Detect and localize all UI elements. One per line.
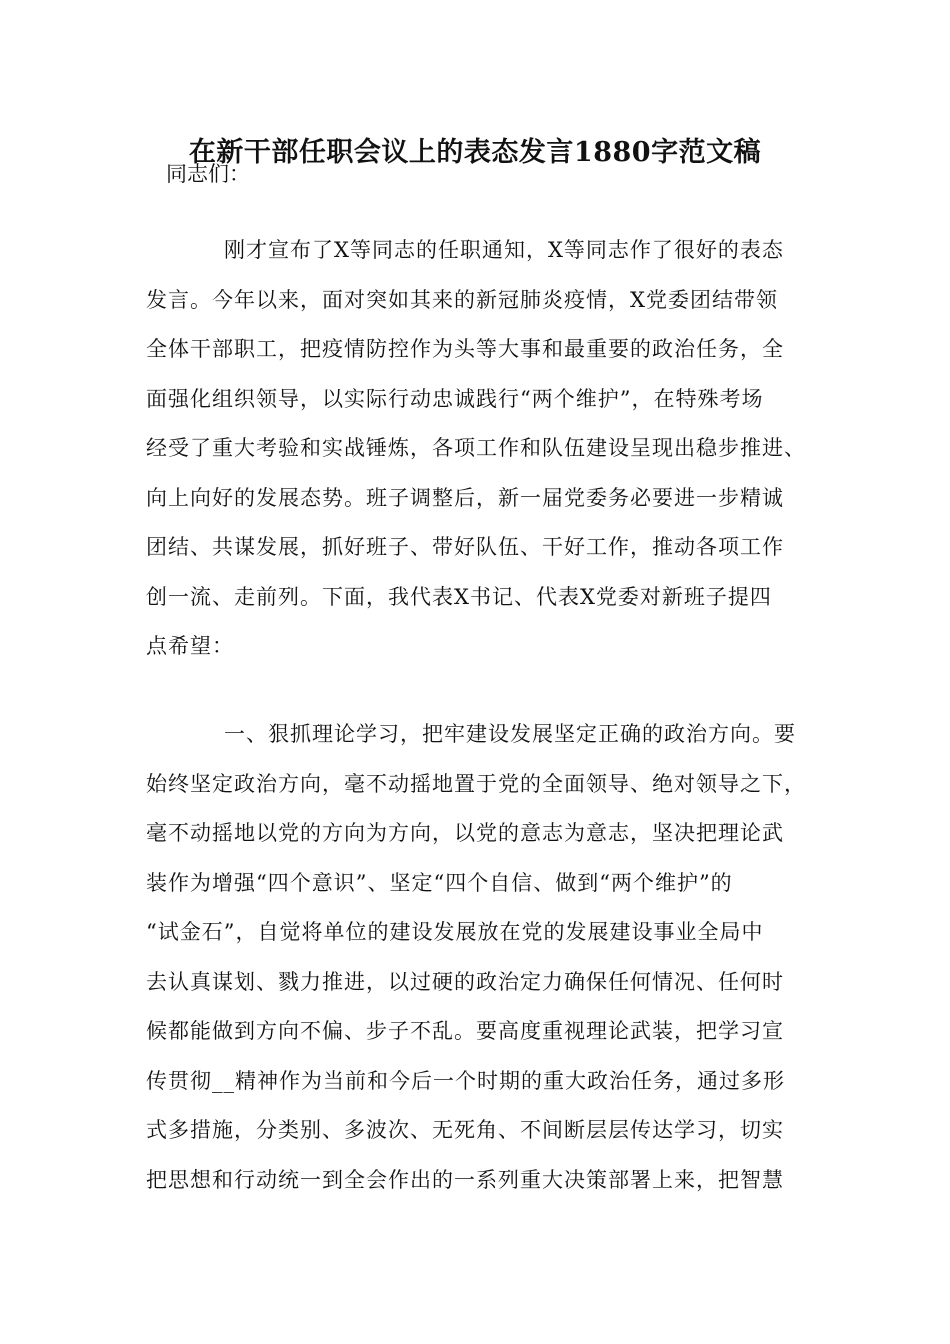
document-title: 在新干部任职会议上的表态发言1880字范文稿 [188,137,762,168]
text-line: 向上向好的发展态势。班子调整后，新一届党委务必要进一步精诚 [146,485,784,510]
text-line: 把思想和行动统一到全会作出的一系列重大决策部署上来，把智慧 [146,1167,784,1192]
text-line: 经受了重大考验和实战锤炼，各项工作和队伍建设呈现出稳步推进、 [146,436,806,460]
text-line: 刚才宣布了X等同志的任职通知，X等同志作了很好的表态 [224,238,784,262]
paragraph-2 [146,710,826,1205]
text-line: 始终坚定政治方向，毫不动摇地置于党的全面领导、绝对领导之下， [146,771,806,796]
text-line: 装作为增强“四个意识”、坚定“四个自信、做到“两个维护”的 [146,870,733,895]
text-line: 全体干部职工，把疫情防控作为头等大事和最重要的政治任务，全 [146,337,784,361]
paragraph-1 [146,226,826,672]
text-line: 传贯彻__精神作为当前和今后一个时期的重大政治任务，通过多形 [146,1068,785,1093]
text-line: 面强化组织领导，以实际行动忠诚践行“两个维护”，在特殊考场 [146,386,764,411]
text-line: 式多措施，分类别、多波次、无死角、不间断层层传达学习，切实 [146,1118,784,1142]
text-line: 创一流、走前列。下面，我代表X书记、代表X党委对新班子提四 [146,584,772,609]
text-line: 一、狠抓理论学习，把牢建设发展坚定正确的政治方向。要 [224,722,796,746]
text-line: 点希望： [146,634,234,658]
text-line: 发言。今年以来，面对突如其来的新冠肺炎疫情，X党委团结带领 [146,287,778,312]
text-line: “试金石”，自觉将单位的建设发展放在党的发展建设事业全局中 [146,920,764,944]
text-line: 毫不动摇地以党的方向为方向，以党的意志为意志，坚决把理论武 [146,821,784,845]
text-line: 候都能做到方向不偏、步子不乱。要高度重视理论武装，把学习宣 [146,1019,784,1043]
text-line: 去认真谋划、戮力推进，以过硬的政治定力确保任何情况、任何时 [146,969,784,994]
salutation: 同志们： [166,162,250,186]
text-line: 团结、共谋发展，抓好班子、带好队伍、干好工作，推动各项工作 [146,535,784,559]
